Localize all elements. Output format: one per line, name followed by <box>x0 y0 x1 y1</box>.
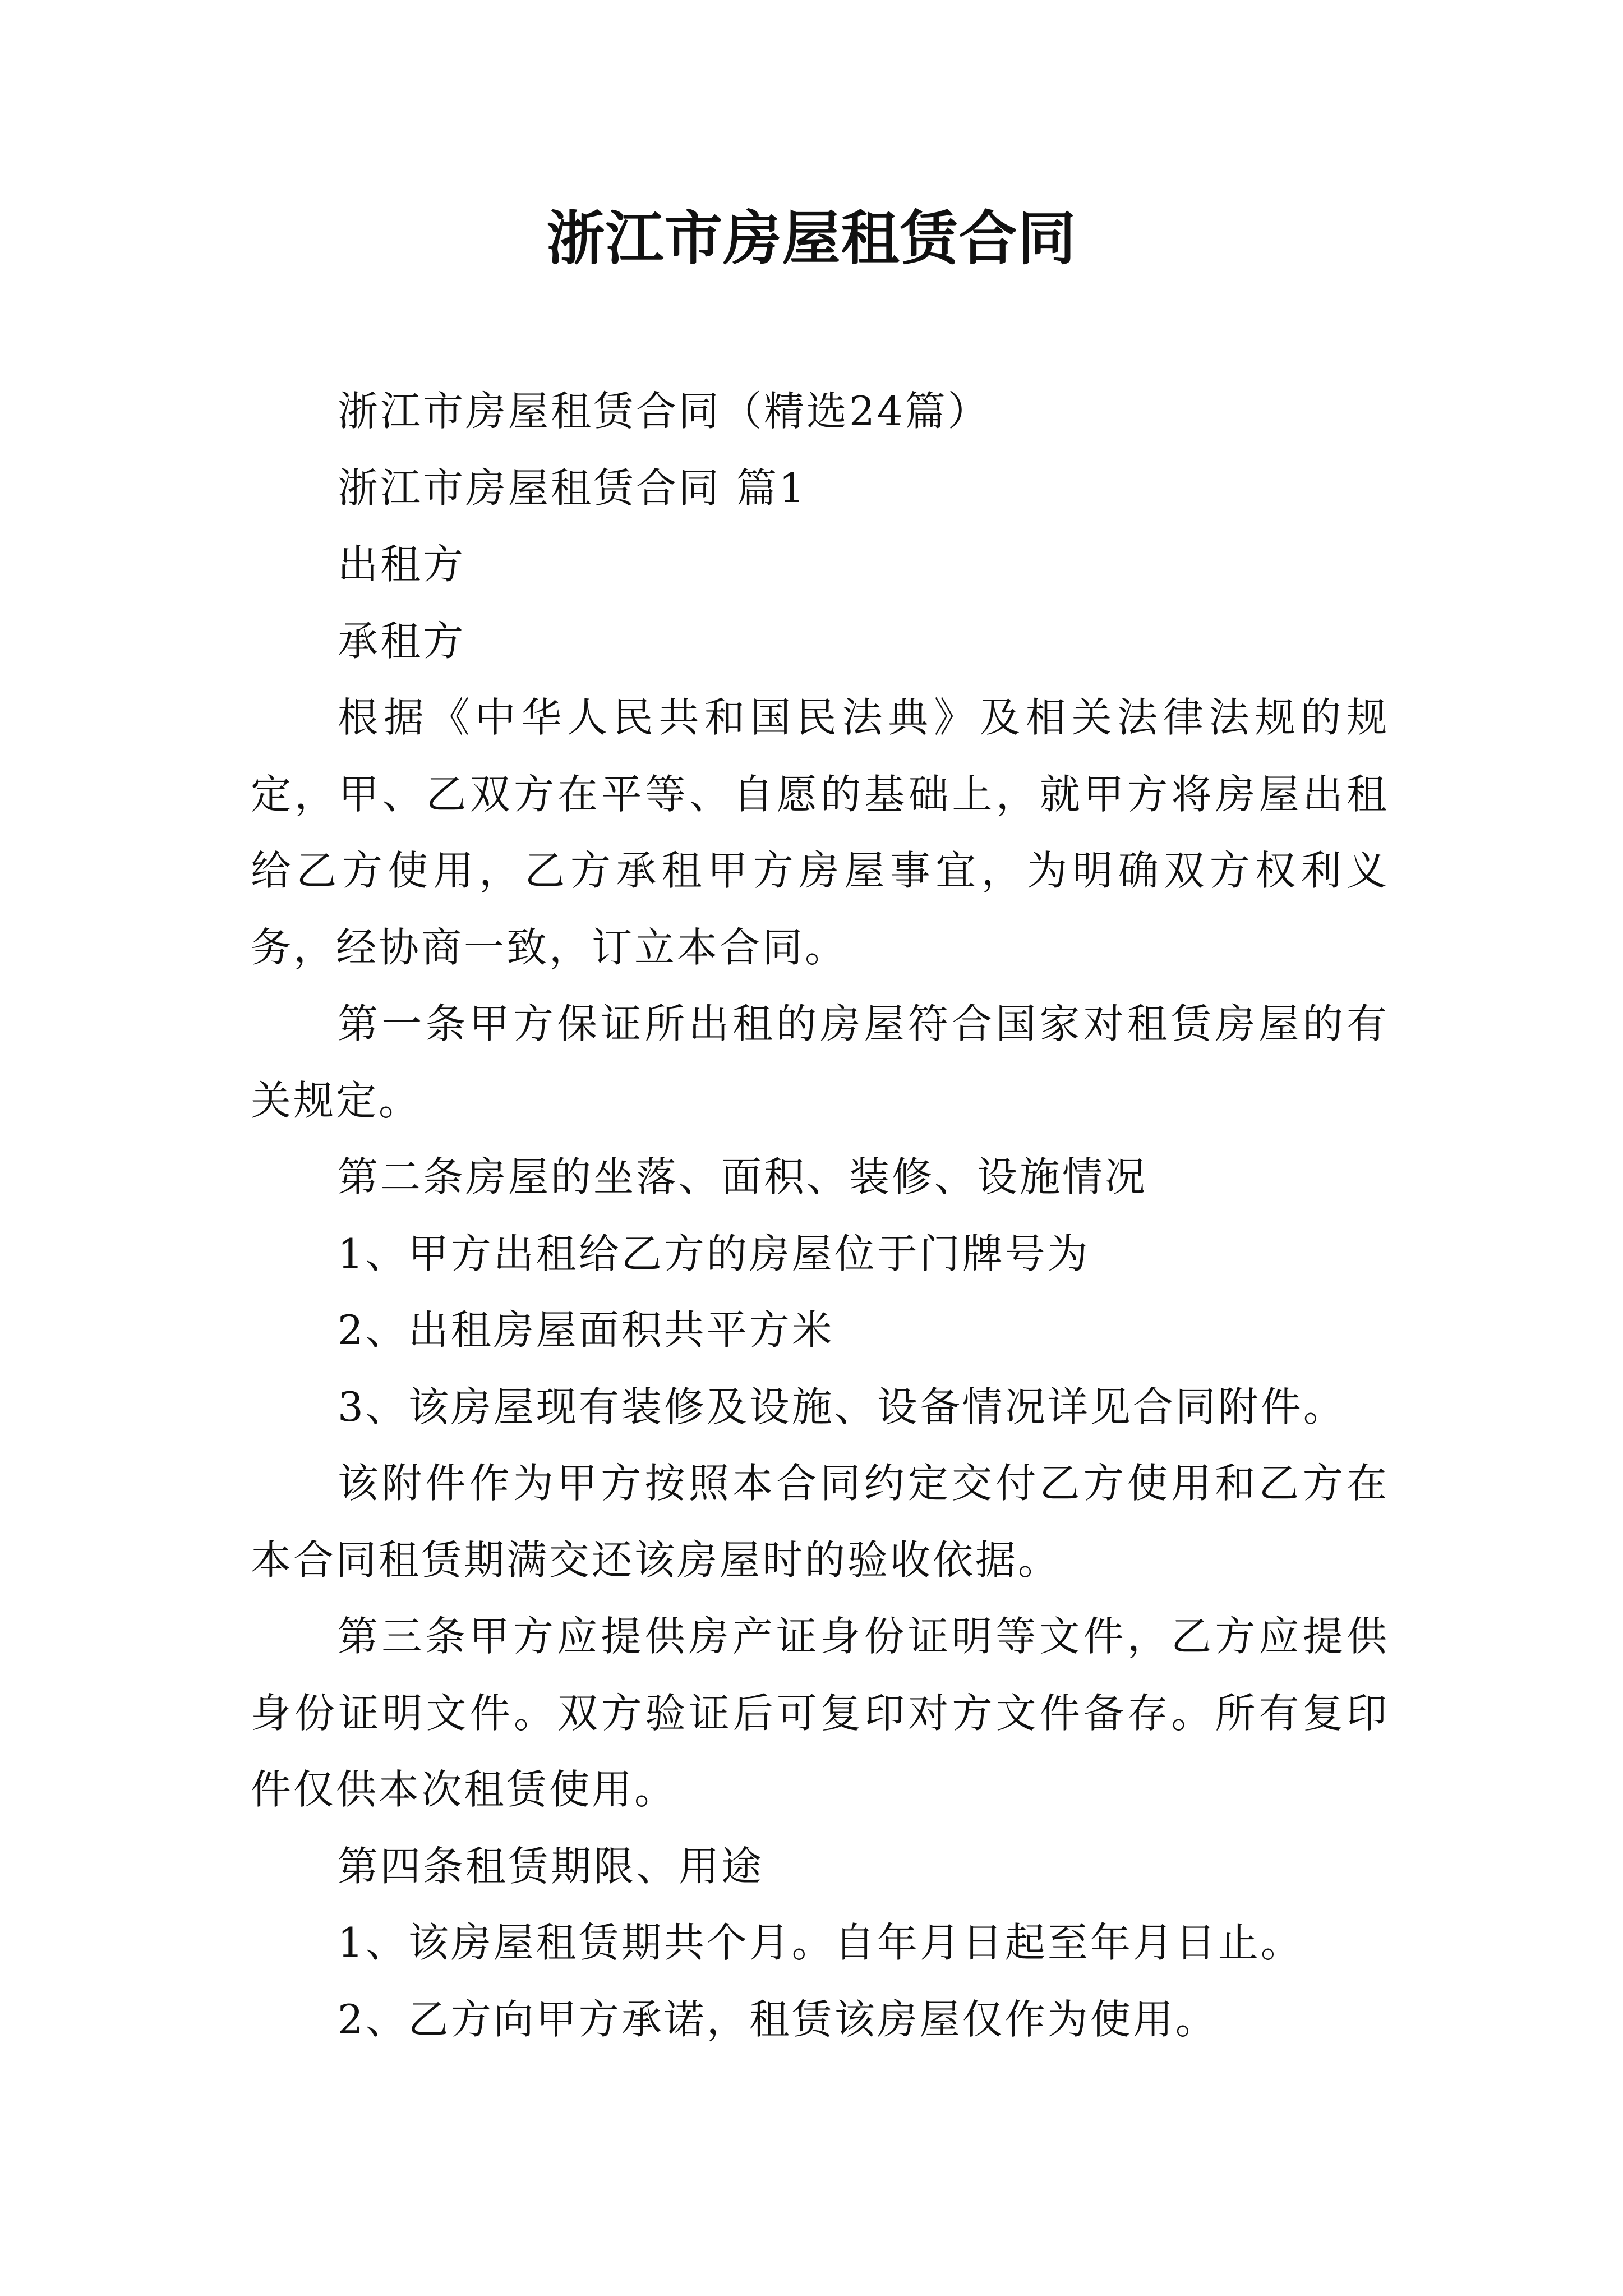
document-title: 浙江市房屋租赁合同 <box>546 204 1077 273</box>
paragraph-attachment-note: 该附件作为甲方按照本合同约定交付乙方使用和乙方在本合同租赁期满交还该房屋时的验收依据。 <box>251 1460 1389 1584</box>
paragraph-article-4-item-1: 1、该房屋租赁期共个月。自年月日起至年月日止。 <box>338 1919 1303 1966</box>
paragraph-article-2-item-1: 1、甲方出租给乙方的房屋位于门牌号为 <box>338 1230 1090 1277</box>
paragraph-article-3: 第三条甲方应提供房产证身份证明等文件，乙方应提供身份证明文件。双方验证后可复印对方文件备存。所有复印件仅供本次租赁使用。 <box>251 1613 1389 1813</box>
paragraph-section-heading: 浙江市房屋租赁合同 篇1 <box>338 464 807 512</box>
paragraph-lessor: 出租方 <box>338 541 466 588</box>
paragraph-article-2-item-2: 2、出租房屋面积共平方米 <box>338 1306 834 1354</box>
document-body <box>251 373 1389 2058</box>
paragraph-article-4-item-2: 2、乙方向甲方承诺，租赁该房屋仅作为使用。 <box>338 1995 1218 2043</box>
paragraph-article-2-item-3: 3、该房屋现有装修及设施、设备情况详见合同附件。 <box>338 1383 1346 1430</box>
paragraph-subtitle: 浙江市房屋租赁合同（精选24篇） <box>338 388 990 435</box>
paragraph-article-4: 第四条租赁期限、用途 <box>338 1842 764 1890</box>
paragraph-lessee: 承租方 <box>338 617 466 665</box>
paragraph-preamble: 根据《中华人民共和国民法典》及相关法律法规的规定，甲、乙双方在平等、自愿的基础上，就甲方将房屋出租给乙方使用，乙方承租甲方房屋事宜，为明确双方权利义务，经协商一致，订立本合同。 <box>251 694 1389 971</box>
paragraph-article-2: 第二条房屋的坐落、面积、装修、设施情况 <box>338 1153 1148 1200</box>
paragraph-article-1: 第一条甲方保证所出租的房屋符合国家对租赁房屋的有关规定。 <box>251 1000 1389 1124</box>
